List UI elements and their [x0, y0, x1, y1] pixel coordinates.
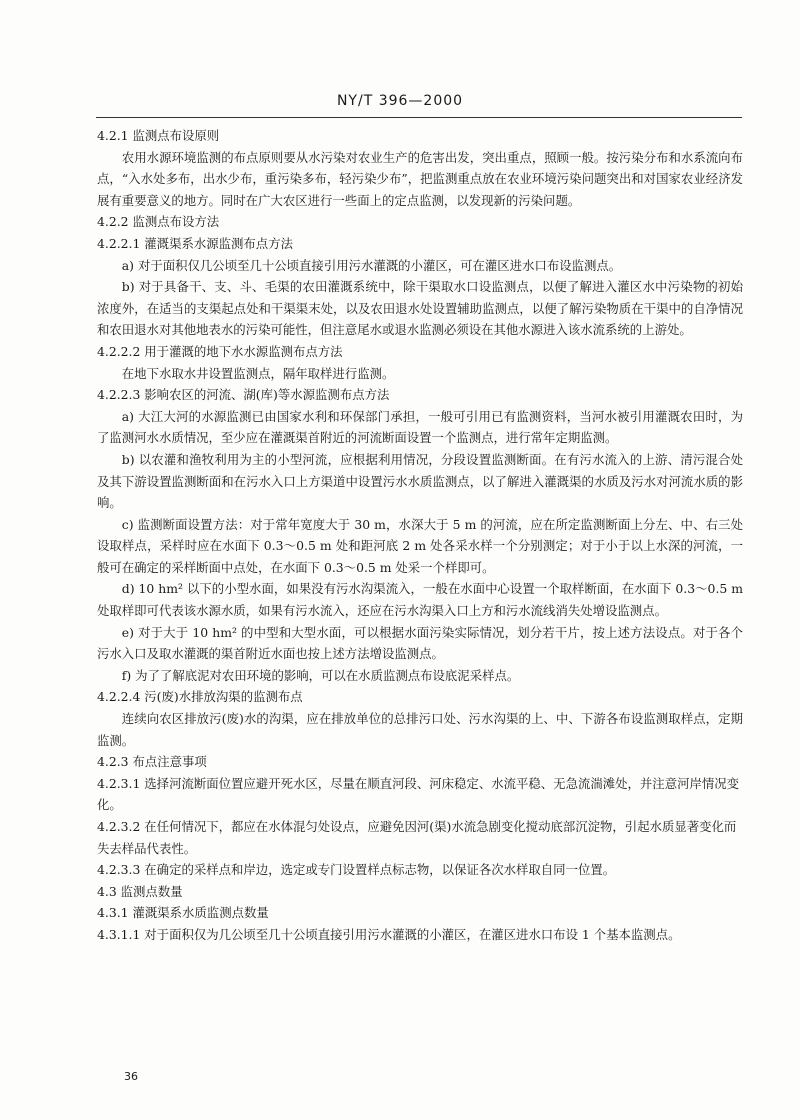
document-header: NY/T 396—2000	[336, 93, 464, 109]
section-heading: 4.3.1.1 对于面积仅为几公顷至几十公顷直接引用污水灌溉的小灌区，在灌区进水口布设 1 个基本监测点。	[97, 926, 681, 942]
paragraph: 连续向农区排放污(废)水的沟渠，应在排放单位的总排污口处、污水沟渠的上、中、下游各布设监测取样点，定期监测。	[97, 711, 743, 748]
paragraph: 农用水源环境监测的布点原则要从水污染对农业生产的危害出发，突出重点，照顾一般。按污染分布和水系流向布点，“入水处多布，出水少布，重污染多布，轻污染少布”，把监测重点放在农业环境污染问题突出和对国家农业经济发展有重要意义的地方。同时在广大农区进行一些面上的定点监测，以发现新的污染问题。	[97, 149, 743, 208]
header-rule	[96, 117, 742, 118]
section-heading: 4.2.2 监测点布设方法	[97, 214, 220, 230]
section-heading: 4.3 监测点数量	[97, 883, 183, 899]
section-heading: 4.2.1 监测点布设原则	[97, 128, 220, 143]
section-heading: 4.2.2.1 灌溉渠系水源监测布点方法	[97, 235, 293, 251]
section-heading: 4.2.3 布点注意事项	[97, 754, 207, 770]
paragraph: f) 为了了解底泥对农田环境的影响，可以在水质监测点布设底泥采样点。	[121, 667, 520, 683]
paragraph: a) 大江大河的水源监测已由国家水利和环保部门承担，一般可引用已有监测资料，当河水被引用灌溉农田时，为了监测河水水质情况，至少应在灌溉渠首附近的河流断面设置一个监测点，进行常年定期监测。	[97, 408, 743, 446]
paragraph: c) 监测断面设置方法：对于常年宽度大于 30 m，水深大于 5 m 的河流，应在所定监测断面上分左、中、右三处设取样点，采样时应在水面下 0.3～0.5 m 处和距河底 2 m 处各采水样一个分别测定；对于小于以上水深的河流，一般可在确定的采样断面中点处，在水面下 0.3～0.5 m 处采一个样即可。	[97, 516, 743, 575]
section-heading: 4.3.1 灌溉渠系水质监测点数量	[97, 905, 269, 921]
document-body	[97, 125, 743, 946]
paragraph: e) 对于大于 10 hm² 的中型和大型水面，可以根据水面污染实际情况，划分若干片，按上述方法设点。对于各个污水入口及取水灌溉的渠首附近水面也按上述方法增设监测点。	[97, 624, 743, 662]
section-heading: 4.2.2.4 污(废)水排放沟渠的监测布点	[97, 689, 303, 705]
section-heading: 4.2.2.2 用于灌溉的地下水水源监测布点方法	[97, 343, 343, 359]
page-number: 36	[124, 1070, 138, 1083]
paragraph: 在地下水取水井设置监测点，隔年取样进行监测。	[121, 365, 395, 381]
section-heading: 4.2.3.1 选择河流断面位置应避开死水区，尽量在顺直河段、河床稳定、水流平稳、无急流湍滩处，并注意河岸情况变化。	[97, 775, 740, 813]
paragraph: b) 以农灌和渔牧利用为主的小型河流，应根据利用情况，分段设置监测断面。在有污水流入的上游、清污混合处及其下游设置监测断面和在污水入口上方渠道中设置污水水质监测点，以了解进入灌溉渠的水质及污水对河流水质的影响。	[97, 451, 743, 511]
paragraph: a) 对于面积仅几公顷至几十公顷直接引用污水灌溉的小灌区，可在灌区进水口布设监测点。	[121, 257, 622, 273]
section-heading: 4.2.3.3 在确定的采样点和岸边，选定或专门设置样点标志物，以保证各次水样取自同一位置。	[97, 862, 616, 878]
section-heading: 4.2.3.2 在任何情况下，都应在水体混匀处设点，应避免因河(渠)水流急剧变化搅动底部沉淀物，引起水质显著变化而失去样品代表性。	[97, 819, 737, 856]
section-heading: 4.2.2.3 影响农区的河流、湖(库)等水源监测布点方法	[97, 387, 390, 403]
paragraph: b) 对于具备干、支、斗、毛渠的农田灌溉系统中，除干渠取水口设监测点，以便了解进入灌区水中污染物的初始浓度外，在适当的支渠起点处和干渠渠末处，以及农田退水处设置辅助监测点，以便了解污染物质在干渠中的自净情况和农田退水对其他地表水的污染可能性，但注意尾水或退水监测必须设在其他水源进入该水流系统的上游处。	[97, 279, 743, 338]
paragraph: d) 10 hm² 以下的小型水面，如果没有污水沟渠流入，一般在水面中心设置一个取样断面，在水面下 0.3～0.5 m 处取样即可代表该水源水质，如果有污水流入，还应在污水沟渠入口上方和污水流线消失处增设监测点。	[97, 581, 743, 619]
